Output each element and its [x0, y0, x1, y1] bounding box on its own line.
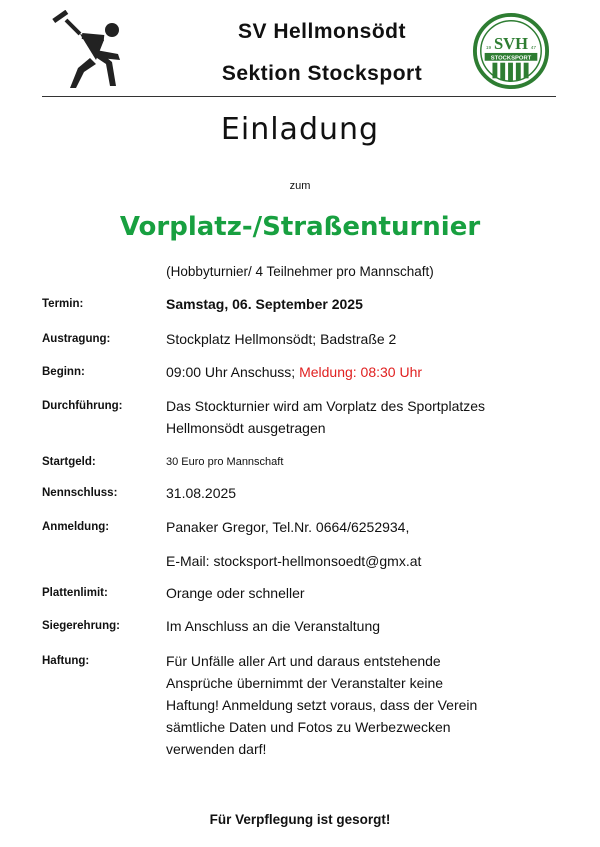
haftung-label: Haftung: [42, 655, 90, 667]
haftung-line-3: Haftung! Anmeldung setzt voraus, dass der Verein [166, 697, 478, 713]
durchfuehrung-line-1: Das Stockturnier wird am Vorplatz des Sportplatzes [166, 398, 486, 414]
beginn-value-wrap [166, 361, 566, 383]
crest-band: STOCKSPORT [490, 55, 532, 62]
durchfuehrung-value [166, 395, 566, 439]
haftung-line-4: sämtliche Daten und Fotos zu Werbezwecken [166, 719, 451, 735]
siegerehrung-label: Siegerehrung: [42, 620, 120, 632]
anmeldung-label: Anmeldung: [42, 521, 110, 533]
plattenlimit-label: Plattenlimit: [42, 587, 108, 599]
event-title: Vorplatz-/Straßenturnier [119, 212, 481, 242]
durchfuehrung-line-2: Hellmonsödt ausgetragen [166, 420, 326, 436]
club-crest-icon [472, 12, 550, 90]
letterhead [42, 0, 554, 96]
stock-player-icon [46, 10, 130, 90]
termin-value: Samstag, 06. September 2025 [166, 296, 363, 312]
beginn-label: Beginn: [42, 366, 85, 378]
header-divider [42, 96, 556, 97]
anmeldung-email: E-Mail: stocksport-hellmonsoedt@gmx.at [166, 553, 422, 569]
haftung-value [166, 650, 566, 760]
anmeldung-line-1: Panaker Gregor, Tel.Nr. 0664/6252934, [166, 519, 410, 535]
durchfuehrung-label: Durchführung: [42, 400, 123, 412]
haftung-line-1: Für Unfälle aller Art und daraus entstehende [166, 653, 441, 669]
austragung-label: Austragung: [42, 333, 111, 345]
club-name: SV Hellmonsödt [237, 20, 407, 43]
event-subtitle: (Hobbyturnier/ 4 Teilnehmer pro Mannschaft) [166, 264, 434, 279]
zum-text: zum [289, 180, 311, 192]
termin-label: Termin: [42, 298, 84, 310]
crest-year-left: 19 [485, 46, 492, 52]
haftung-line-5: verwenden darf! [166, 741, 267, 757]
siegerehrung-value: Im Anschluss an die Veranstaltung [166, 618, 381, 634]
meldung-time: Meldung: 08:30 Uhr [299, 364, 423, 380]
invitation-heading: Einladung [220, 112, 380, 147]
catering-note: Für Verpflegung ist gesorgt! [209, 812, 391, 827]
beginn-value: 09:00 Uhr Anschuss; [166, 364, 296, 380]
startgeld-value: 30 Euro pro Mannschaft [166, 456, 284, 468]
crest-year-right: 47 [530, 46, 537, 52]
section-name: Sektion Stocksport [221, 62, 423, 85]
nennschluss-label: Nennschluss: [42, 487, 118, 499]
startgeld-label: Startgeld: [42, 456, 96, 468]
austragung-value: Stockplatz Hellmonsödt; Badstraße 2 [166, 331, 397, 347]
anmeldung-value [166, 516, 566, 572]
nennschluss-value: 31.08.2025 [166, 485, 237, 501]
plattenlimit-value: Orange oder schneller [166, 585, 305, 601]
crest-letters: SVH [493, 34, 529, 54]
haftung-line-2: Ansprüche übernimmt der Veranstalter keine [166, 675, 444, 691]
